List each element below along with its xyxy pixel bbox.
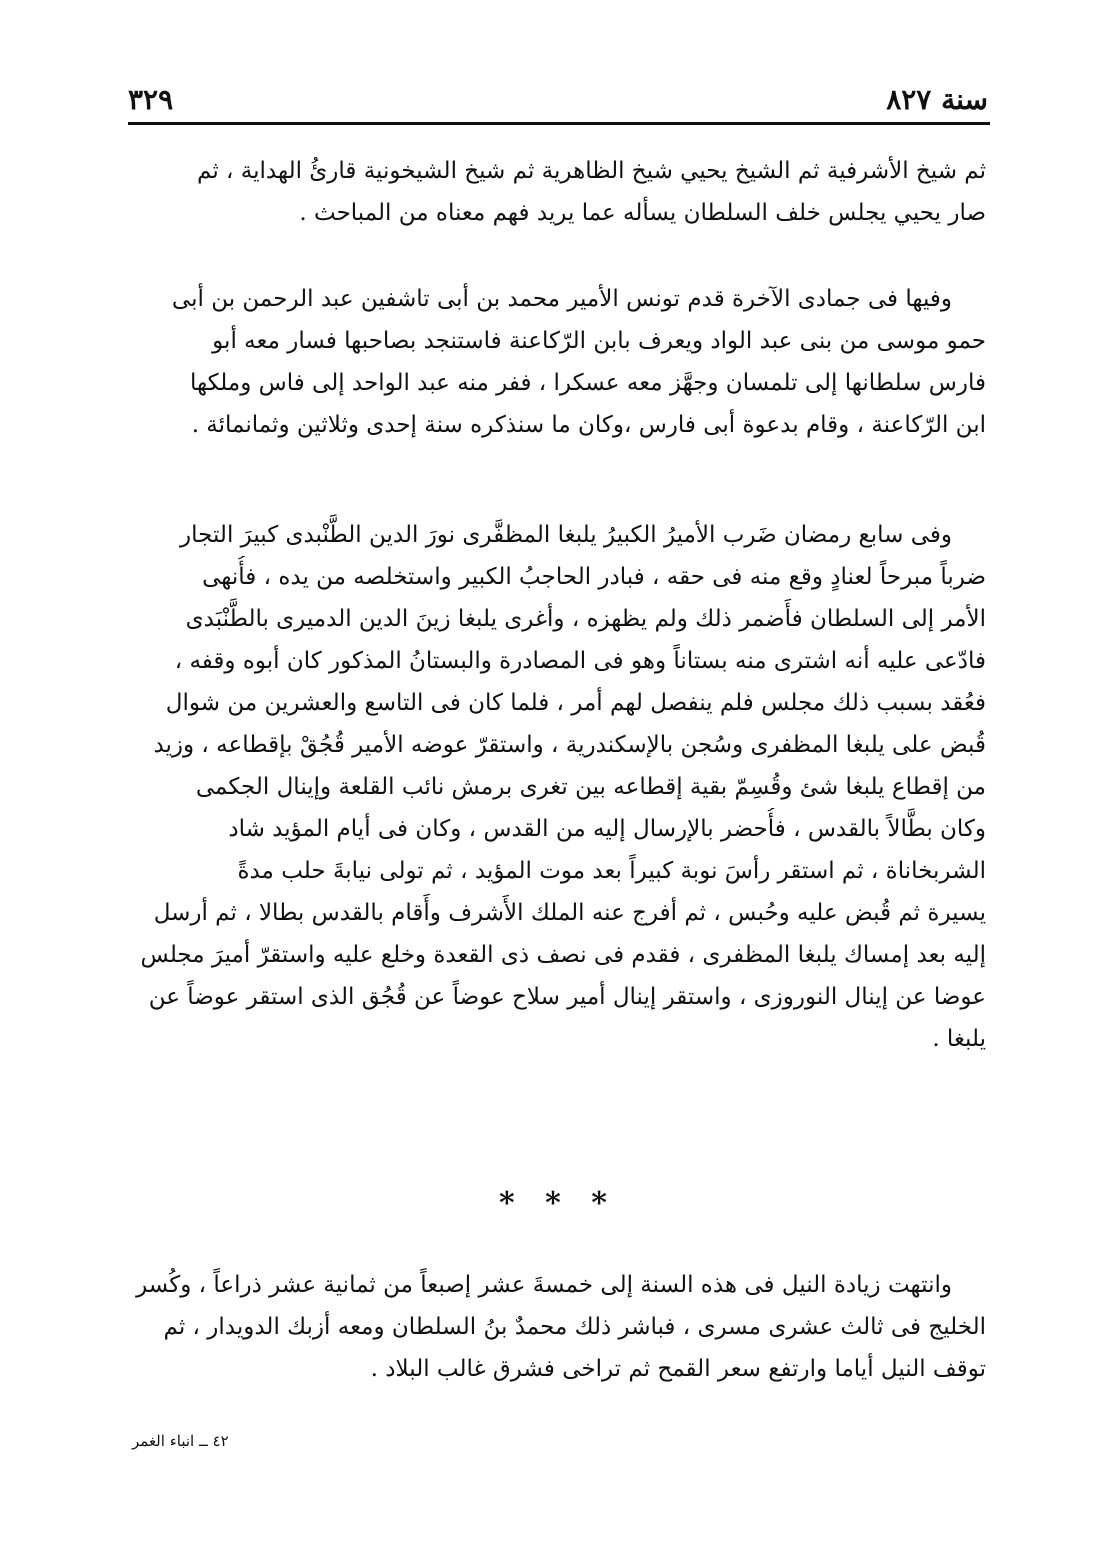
text-line: ثم شيخ الأشرفية ثم الشيخ يحيي شيخ الظاهرية ثم شيخ الشيخونية قارئُ الهداية ، ثم: [197, 158, 986, 184]
text-line: يسيرة ثم قُبض عليه وحُبس ، ثم أفرج عنه الملك الأَشرف وأَقام بالقدس بطالا ، ثم أرسل: [153, 900, 986, 926]
text-line: عوضا عن إينال النوروزى ، واستقر إينال أمير سلاح عوضاً عن قُجُق الذى استقر عوضاً عن: [148, 984, 986, 1010]
text-line: فادّعى عليه أنه اشترى منه بستاناً وهو فى المصادرة والبستانُ المذكور كان أبوه وقفه ،: [174, 648, 986, 674]
text-line: الشربخاناة ، ثم استقر رأسَ نوبة كبيراً بعد موت المؤيد ، ثم تولى نيابةَ حلب مدةً: [237, 858, 986, 884]
header-rule: [128, 122, 990, 125]
text-line: توقف النيل أياما وارتفع سعر القمح ثم تراخى فشرق غالب البلاد .: [370, 1356, 986, 1382]
text-line: قُبض على يلبغا المظفرى وسُجن بالإسكندرية ، واستقرّ عوضه الأمير قُجُقْ بإقطاعه ، وزيد: [153, 732, 986, 758]
paragraph-1: [132, 150, 986, 234]
text-line: ابن الرّكاعنة ، وقام بدعوة أبى فارس ،وكان ما سنذكره سنة إحدى وثلاثين وثمانمائة .: [191, 412, 986, 438]
page-header: [128, 78, 988, 120]
page-number: ٣٢٩: [128, 82, 174, 116]
text-line: الخليج فى ثالث عشرى مسرى ، فباشر ذلك محمدٌ بنُ السلطان ومعه أزبك الدويدار ، ثم: [163, 1314, 986, 1340]
text-line: ضرباً مبرحاً لعنادٍ وقع منه فى حقه ، فبادر الحاجبُ الكبير واستخلصه من يده ، فأُنهى: [202, 564, 986, 590]
paragraph-2: [132, 278, 986, 446]
text-line: وفى سابع رمضان ضَرب الأميرُ الكبيرُ يلبغا المظفَّرى نورَ الدين الطَّنْبدى كبيرَ التجار: [180, 522, 952, 548]
paragraph-3: [132, 514, 986, 1060]
text-line: من إقطاع يلبغا شئ وقُسِمّ بقية إقطاعه بين تغرى برمش نائب القلعة وإينال الجكمى: [195, 774, 986, 800]
text-line: فعُقد بسبب ذلك مجلس فلم ينفصل لهم أمر ، فلما كان فى التاسع والعشرين من شوال: [165, 690, 986, 716]
text-line: وفيها فى جمادى الآخرة قدم تونس الأمير محمد بن أبى تاشفين عبد الرحمن بن أبى: [171, 286, 952, 312]
signature-footer: ٤٢ ــ انباء الغمر: [132, 1432, 229, 1450]
text-line: يلبغا .: [932, 1026, 986, 1052]
section-separator: * * *: [499, 1186, 617, 1221]
running-title: سنة ٨٢٧: [886, 82, 988, 116]
text-line: وانتهت زيادة النيل فى هذه السنة إلى خمسةَ عشر إصبعاً من ثمانية عشر ذراعاً ، وكُسر: [136, 1272, 952, 1298]
text-line: إليه بعد إمساك يلبغا المظفرى ، فقدم فى نصف ذى القعدة وخلع عليه واستقرّ أميرَ مجلس: [140, 942, 986, 968]
text-line: وكان بطَّالاً بالقدس ، فأُحضر بالإرسال إليه من القدس ، وكان فى أيام المؤيد شاد: [228, 816, 986, 842]
text-line: صار يحيي يجلس خلف السلطان يسأله عما يريد فهم معناه من المباحث .: [299, 200, 986, 226]
paragraph-4: [132, 1264, 986, 1390]
text-line: الأمر إلى السلطان فأَضمر ذلك ولم يظهزه ، وأغرى يلبغا زينَ الدين الدميرى بالطَّنْبَدى: [185, 606, 986, 632]
text-line: فارس سلطانها إلى تلمسان وجهَّز معه عسكرا ، ففر منه عبد الواحد إلى فاس وملكها: [189, 370, 986, 396]
text-line: حمو موسى من بنى عبد الواد ويعرف بابن الرّكاعنة فاستنجد بصاحبها فسار معه أبو: [212, 328, 986, 354]
